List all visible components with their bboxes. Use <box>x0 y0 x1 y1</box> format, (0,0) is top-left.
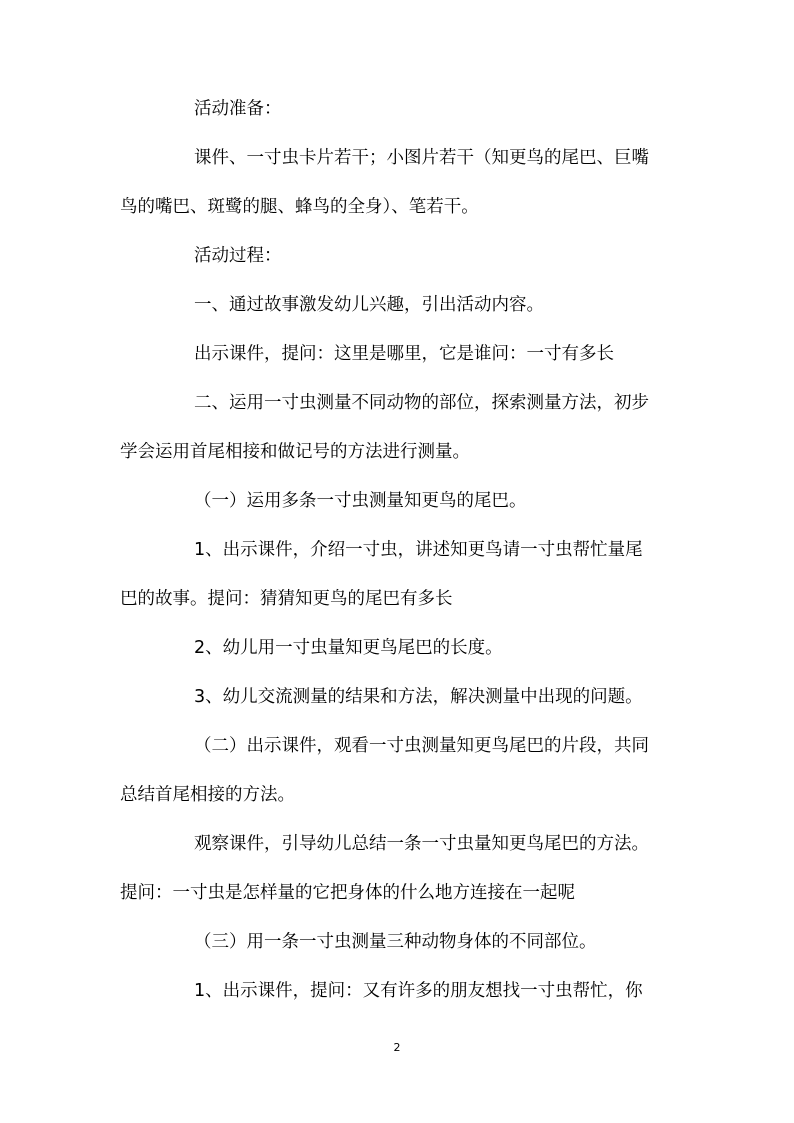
paragraph-line: （一）运用多条一寸虫测量知更鸟的尾巴。 <box>194 491 527 511</box>
paragraph-line: 1、出示课件，提问：又有许多的朋友想找一寸虫帮忙，你 <box>194 981 643 1001</box>
paragraph-line: 课件、一寸虫卡片若干；小图片若干（知更鸟的尾巴、巨嘴 <box>194 148 649 168</box>
paragraph-line: 出示课件，提问：这里是哪里，它是谁问：一寸有多长 <box>194 344 614 364</box>
paragraph-line: 3、幼儿交流测量的结果和方法，解决测量中出现的问题。 <box>194 687 643 707</box>
paragraph-line: 观察课件，引导幼儿总结一条一寸虫量知更鸟尾巴的方法。 <box>194 834 649 854</box>
paragraph-line: （三）用一条一寸虫测量三种动物身体的不同部位。 <box>194 932 597 952</box>
paragraph-line: 1、出示课件，介绍一寸虫，讲述知更鸟请一寸虫帮忙量尾 <box>194 540 643 560</box>
paragraph-line: 巴的故事。提问：猜猜知更鸟的尾巴有多长 <box>120 589 453 609</box>
paragraph-line: 提问：一寸虫是怎样量的它把身体的什么地方连接在一起呢 <box>120 883 575 903</box>
paragraph-line: 2、幼儿用一寸虫量知更鸟尾巴的长度。 <box>194 638 503 658</box>
paragraph-line: 学会运用首尾相接和做记号的方法进行测量。 <box>120 442 470 462</box>
paragraph-line: 一、通过故事激发幼儿兴趣，引出活动内容。 <box>194 295 544 315</box>
paragraph-line: 总结首尾相接的方法。 <box>120 785 295 805</box>
heading-activity-process: 活动过程： <box>194 246 282 266</box>
paragraph-line: （二）出示课件，观看一寸虫测量知更鸟尾巴的片段，共同 <box>194 736 649 756</box>
paragraph-line: 二、运用一寸虫测量不同动物的部位，探索测量方法，初步 <box>194 393 649 413</box>
paragraph-line: 鸟的嘴巴、斑鹭的腿、蜂鸟的全身）、笔若干。 <box>120 197 479 217</box>
heading-activity-preparation: 活动准备： <box>194 99 282 119</box>
page-number: 2 <box>393 1041 401 1054</box>
